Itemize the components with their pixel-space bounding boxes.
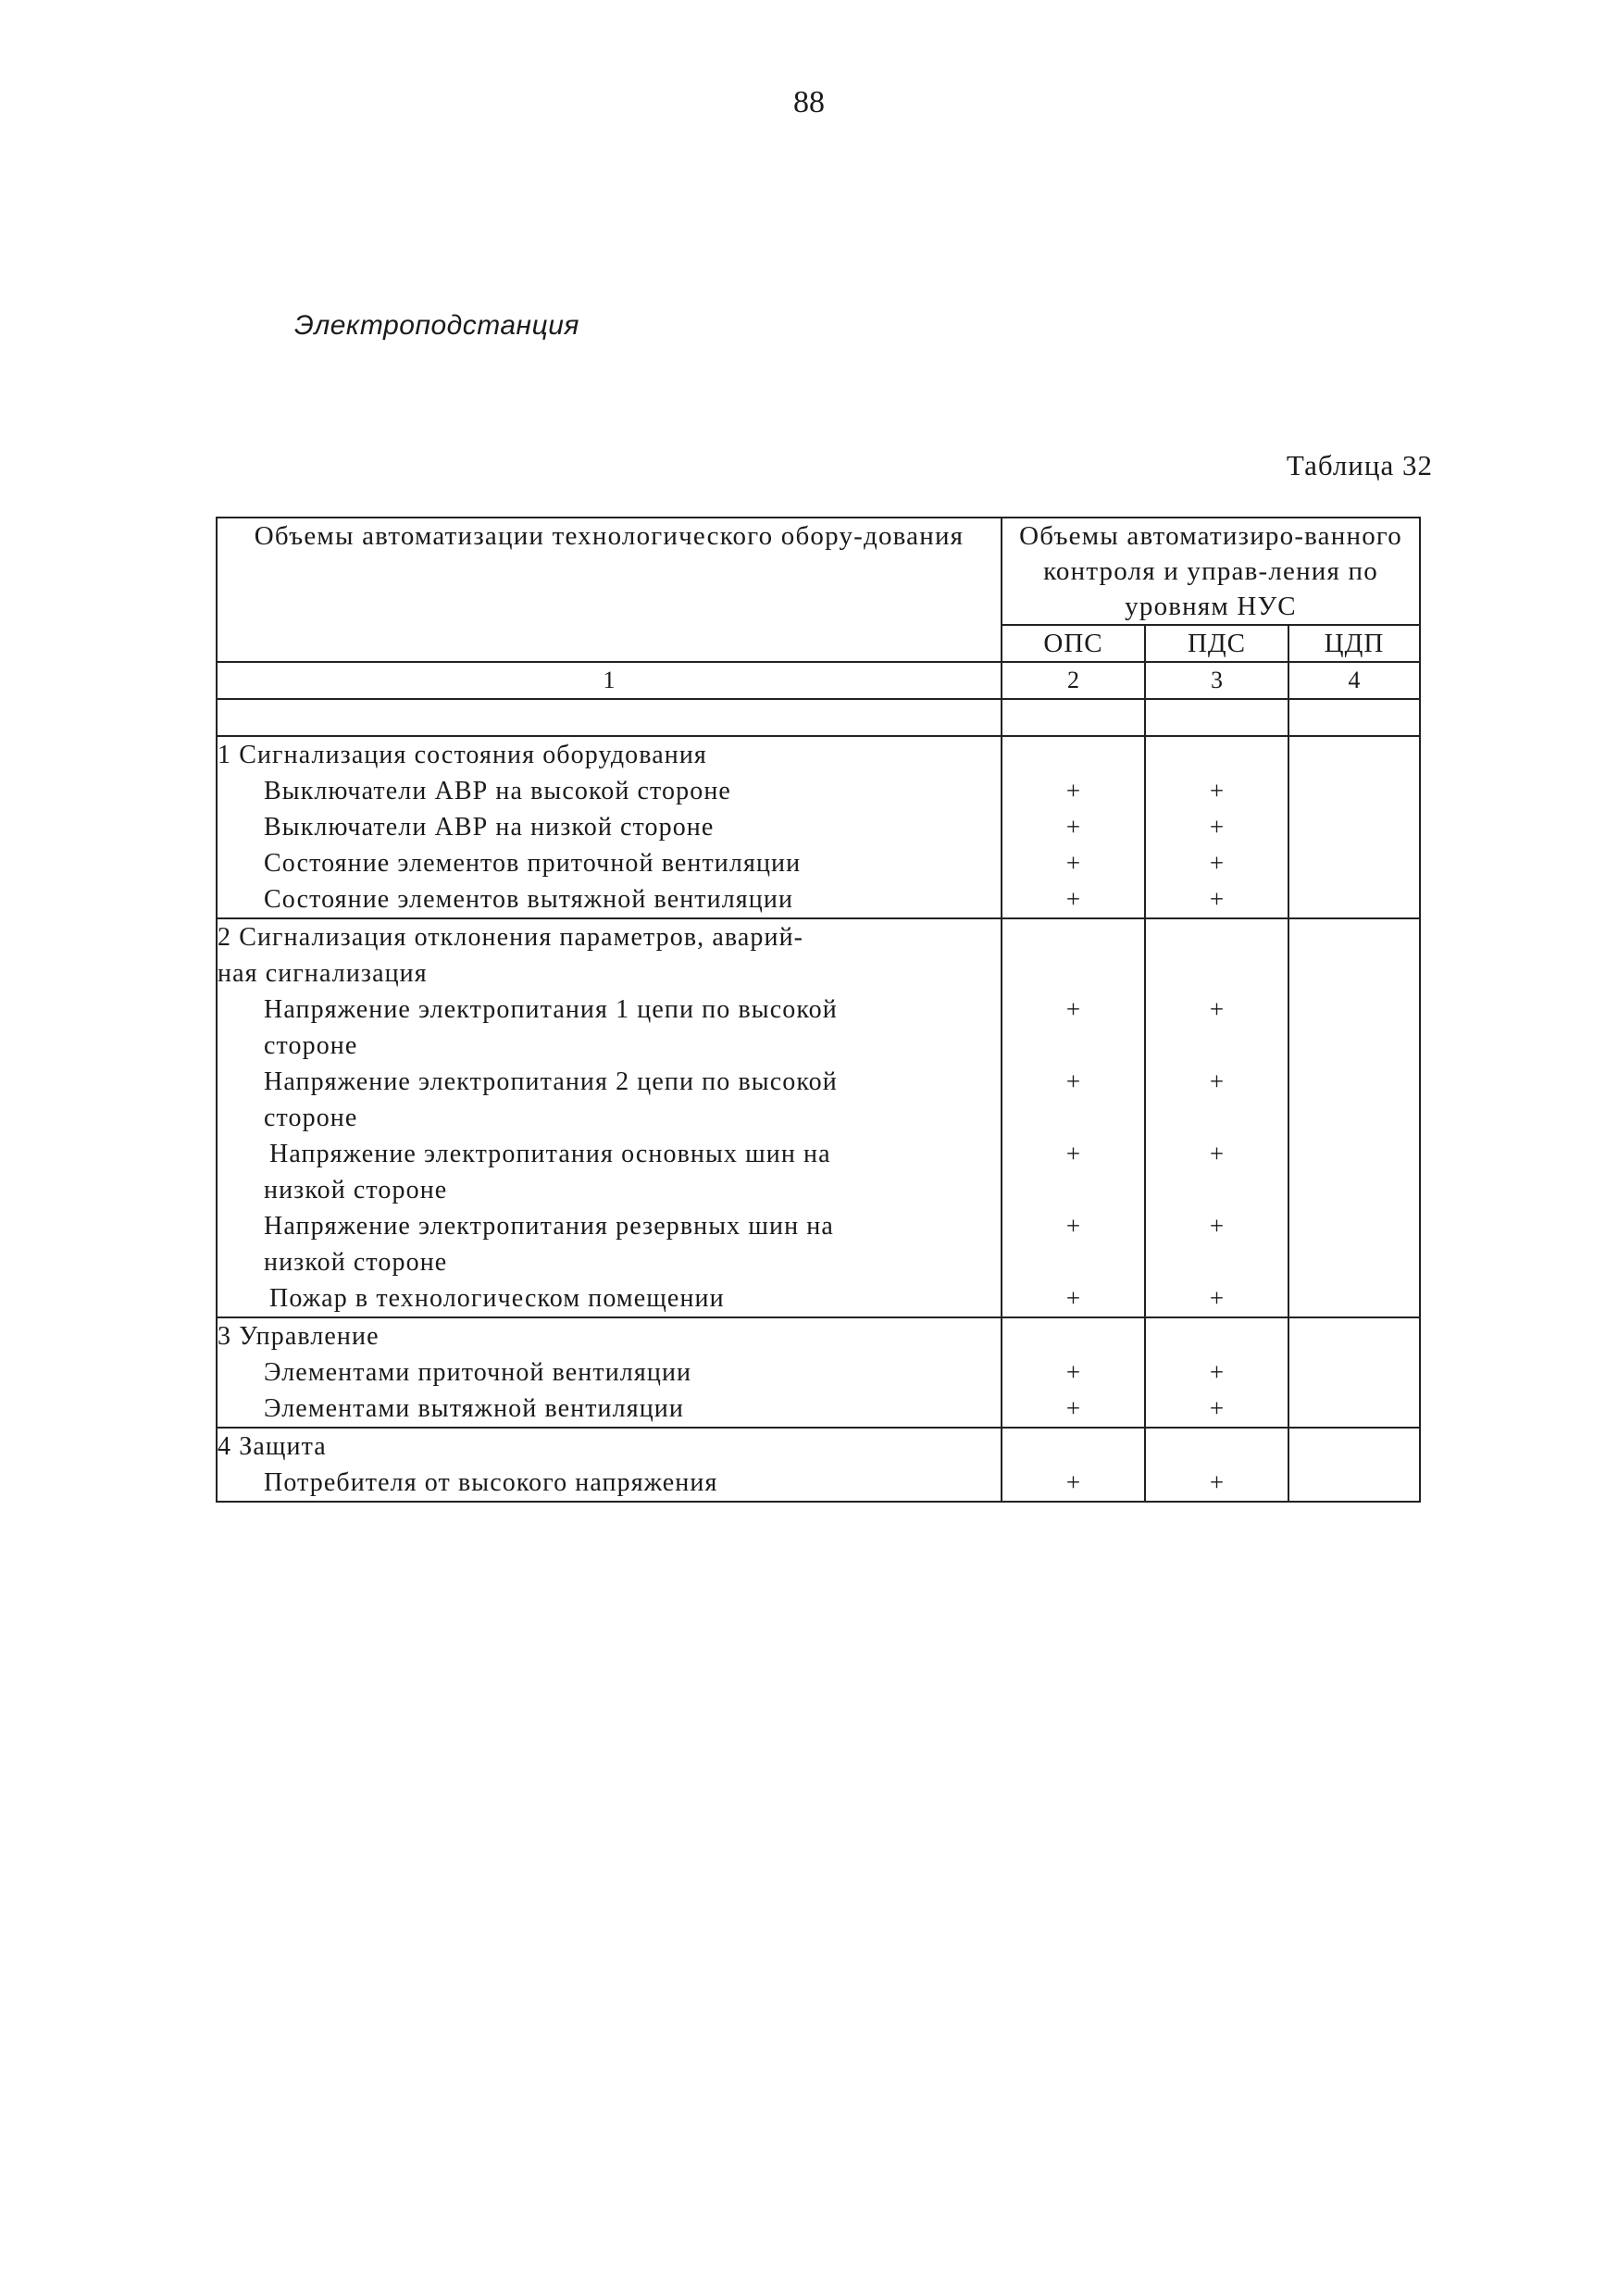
header-equipment: Объемы автоматизации технологического обору-дования — [217, 518, 1002, 662]
section-heading: 1 Сигнализация состояния оборудования — [218, 741, 707, 769]
row-label: Потребителя от высокого напряжения — [264, 1468, 718, 1497]
cdp-marks — [1288, 1317, 1420, 1428]
mark — [1002, 1172, 1144, 1208]
mark — [1289, 919, 1419, 955]
section-heading: 4 Защита — [218, 1432, 327, 1461]
section-text — [217, 918, 1002, 1317]
section-heading: 2 Сигнализация отклонения параметров, аварий- — [218, 923, 804, 952]
mark: + — [1209, 1358, 1225, 1386]
header-level-ops: ОПС — [1002, 625, 1145, 662]
mark — [1002, 737, 1144, 773]
row-label: Напряжение электропитания 1 цепи по высокой — [264, 995, 838, 1024]
mark: + — [1209, 813, 1225, 841]
row-label: Напряжение электропитания резервных шин на — [264, 1212, 834, 1241]
column-number: 4 — [1288, 662, 1420, 699]
table-section — [217, 1317, 1420, 1428]
mark — [1146, 1172, 1288, 1208]
ops-marks — [1002, 918, 1145, 1317]
mark — [1289, 1136, 1419, 1172]
mark — [1002, 1318, 1144, 1354]
spacer-cell — [1145, 699, 1288, 736]
header-level-cdp: ЦДП — [1288, 625, 1420, 662]
mark — [1289, 992, 1419, 1028]
mark — [1002, 1244, 1144, 1280]
mark: + — [1209, 1394, 1225, 1422]
mark — [1289, 881, 1419, 917]
header-level-pds: ПДС — [1145, 625, 1288, 662]
row-label: Выключатели АВР на низкой стороне — [264, 813, 715, 842]
mark: + — [1209, 1284, 1225, 1312]
mark: + — [1065, 1468, 1081, 1496]
mark: + — [1209, 1140, 1225, 1167]
mark — [1289, 773, 1419, 809]
section-heading: 3 Управление — [218, 1322, 380, 1351]
header-control-volumes: Объемы автоматизиро-ванного контроля и управ-ления по уровням НУС — [1002, 518, 1420, 625]
row-label: низкой стороне — [264, 1176, 448, 1204]
mark: + — [1065, 813, 1081, 841]
row-label: Напряжение электропитания 2 цепи по высокой — [264, 1067, 838, 1096]
mark — [1289, 1208, 1419, 1244]
row-label: низкой стороне — [264, 1248, 448, 1277]
mark — [1289, 1318, 1419, 1354]
mark — [1002, 919, 1144, 955]
mark: + — [1209, 777, 1225, 805]
mark: + — [1065, 1358, 1081, 1386]
mark: + — [1209, 849, 1225, 877]
ops-marks — [1002, 1428, 1145, 1502]
table-section — [217, 918, 1420, 1317]
cdp-marks — [1288, 1428, 1420, 1502]
table-section — [217, 736, 1420, 918]
mark: + — [1209, 1468, 1225, 1496]
mark — [1002, 1028, 1144, 1064]
section-text — [217, 1317, 1002, 1428]
mark — [1289, 1028, 1419, 1064]
mark: + — [1065, 1140, 1081, 1167]
spacer-cell — [217, 699, 1002, 736]
row-label: Напряжение электропитания основных шин на — [269, 1140, 831, 1168]
spacer-cell — [1288, 699, 1420, 736]
pds-marks — [1145, 918, 1288, 1317]
table-caption: Таблица 32 — [1286, 449, 1433, 481]
mark: + — [1209, 995, 1225, 1023]
ops-marks — [1002, 1317, 1145, 1428]
mark — [1289, 1465, 1419, 1501]
row-label: стороне — [264, 1104, 358, 1132]
row-label: Состояние элементов вытяжной вентиляции — [264, 885, 794, 914]
mark — [1289, 1354, 1419, 1391]
mark — [1146, 1028, 1288, 1064]
automation-table — [216, 517, 1421, 1503]
row-label: стороне — [264, 1031, 358, 1060]
cdp-marks — [1288, 736, 1420, 918]
pds-marks — [1145, 736, 1288, 918]
table-section — [217, 1428, 1420, 1502]
row-label: Пожар в технологическом помещении — [269, 1284, 725, 1313]
pds-marks — [1145, 1428, 1288, 1502]
mark — [1146, 919, 1288, 955]
spacer-cell — [1002, 699, 1145, 736]
section-heading: ная сигнализация — [218, 959, 428, 988]
row-label: Выключатели АВР на высокой стороне — [264, 777, 731, 805]
mark — [1002, 1429, 1144, 1465]
row-label: Элементами вытяжной вентиляции — [264, 1394, 684, 1423]
mark — [1146, 1318, 1288, 1354]
row-label: Элементами приточной вентиляции — [264, 1358, 692, 1387]
mark — [1146, 1244, 1288, 1280]
mark — [1146, 1100, 1288, 1136]
mark — [1289, 845, 1419, 881]
mark — [1002, 1100, 1144, 1136]
mark — [1289, 1244, 1419, 1280]
mark — [1146, 1429, 1288, 1465]
mark: + — [1209, 1212, 1225, 1240]
mark: + — [1209, 1067, 1225, 1095]
mark — [1146, 737, 1288, 773]
mark: + — [1209, 885, 1225, 913]
mark: + — [1065, 1212, 1081, 1240]
mark — [1289, 1172, 1419, 1208]
mark — [1289, 1064, 1419, 1100]
pds-marks — [1145, 1317, 1288, 1428]
mark: + — [1065, 1284, 1081, 1312]
mark — [1289, 1391, 1419, 1427]
mark: + — [1065, 885, 1081, 913]
mark: + — [1065, 1067, 1081, 1095]
column-number: 3 — [1145, 662, 1288, 699]
mark — [1289, 737, 1419, 773]
cdp-marks — [1288, 918, 1420, 1317]
mark — [1289, 809, 1419, 845]
mark — [1289, 1280, 1419, 1316]
mark — [1289, 1100, 1419, 1136]
mark — [1289, 955, 1419, 992]
section-text — [217, 1428, 1002, 1502]
column-number: 2 — [1002, 662, 1145, 699]
mark — [1289, 1429, 1419, 1465]
mark: + — [1065, 1394, 1081, 1422]
column-number: 1 — [217, 662, 1002, 699]
page-number: 88 — [793, 85, 825, 119]
mark: + — [1065, 849, 1081, 877]
section-text — [217, 736, 1002, 918]
ops-marks — [1002, 736, 1145, 918]
row-label: Состояние элементов приточной вентиляции — [264, 849, 802, 878]
mark — [1002, 955, 1144, 992]
mark: + — [1065, 777, 1081, 805]
section-title: Электроподстанция — [294, 310, 579, 341]
mark — [1146, 955, 1288, 992]
mark: + — [1065, 995, 1081, 1023]
